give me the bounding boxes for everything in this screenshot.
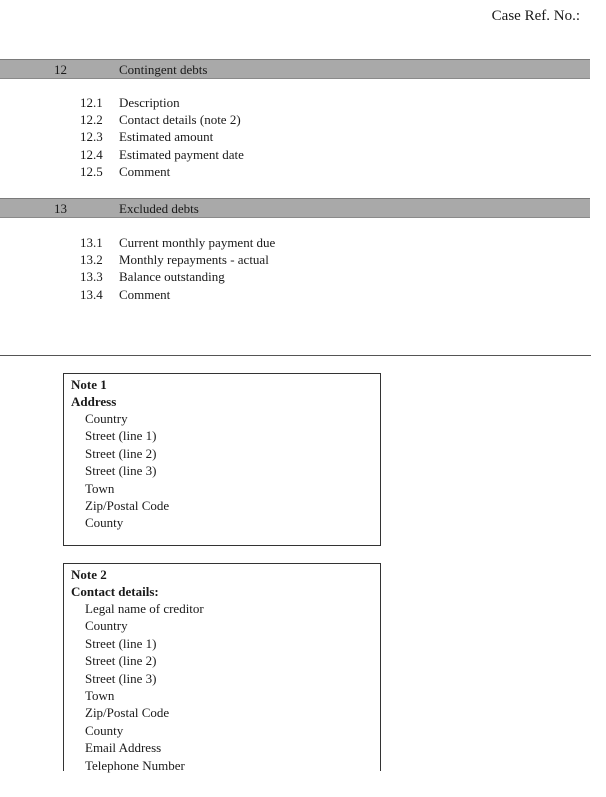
list-item xyxy=(80,94,244,111)
note-field: Email Address xyxy=(85,740,162,756)
note-field: Country xyxy=(85,618,128,634)
section-12-items xyxy=(80,94,244,180)
note-field: Telephone Number xyxy=(85,757,185,773)
section-number: 12 xyxy=(54,62,67,77)
item-label: Estimated amount xyxy=(119,129,214,145)
item-number: 13.3 xyxy=(80,269,103,285)
note-field: Country xyxy=(85,411,128,426)
list-item xyxy=(80,111,244,128)
note-field: Street (line 1) xyxy=(85,428,157,444)
note-field: Zip/Postal Code xyxy=(85,705,170,721)
item-label: Comment xyxy=(119,286,171,302)
note-field: Street (line 1) xyxy=(85,635,157,651)
note-field: County xyxy=(85,515,124,531)
item-number: 12.1 xyxy=(80,95,103,110)
note-title: Note 2 xyxy=(71,567,107,582)
item-number: 13.2 xyxy=(80,252,103,268)
item-label: Contact details (note 2) xyxy=(119,112,241,128)
item-number: 12.5 xyxy=(80,163,103,179)
item-label: Current monthly payment due xyxy=(119,235,276,250)
list-item xyxy=(80,234,275,251)
note-2-box xyxy=(63,563,381,771)
item-label: Balance outstanding xyxy=(119,269,225,285)
item-label: Estimated payment date xyxy=(119,146,244,162)
item-number: 12.3 xyxy=(80,129,103,145)
list-item xyxy=(80,128,244,145)
section-number: 13 xyxy=(54,201,67,216)
note-field: Legal name of creditor xyxy=(85,601,204,616)
note-1-box xyxy=(63,373,381,546)
section-divider xyxy=(0,355,591,356)
item-label: Description xyxy=(119,95,180,110)
item-label: Comment xyxy=(119,163,171,179)
note-field: Town xyxy=(85,687,115,703)
item-label: Monthly repayments - actual xyxy=(119,252,269,268)
item-number: 13.1 xyxy=(80,235,103,250)
list-item xyxy=(80,268,275,285)
note-field: Street (line 3) xyxy=(85,463,157,479)
note-subtitle: Address xyxy=(71,394,117,409)
note-title: Note 1 xyxy=(71,377,107,392)
list-item xyxy=(80,286,275,303)
list-item xyxy=(80,251,275,268)
section-title: Excluded debts xyxy=(119,201,199,216)
section-12-header xyxy=(0,59,590,79)
section-13-header xyxy=(0,198,590,218)
note-field: Street (line 2) xyxy=(85,653,157,669)
item-number: 12.4 xyxy=(80,146,103,162)
note-field: Street (line 2) xyxy=(85,445,157,461)
list-item xyxy=(80,146,244,163)
note-field: Street (line 3) xyxy=(85,670,157,686)
note-field: Zip/Postal Code xyxy=(85,497,170,513)
section-13-items xyxy=(80,234,275,303)
note-field: Town xyxy=(85,480,115,496)
list-item xyxy=(80,163,244,180)
note-subtitle: Contact details: xyxy=(71,584,159,599)
case-ref-label: Case Ref. No.: xyxy=(491,8,580,24)
item-number: 12.2 xyxy=(80,112,103,128)
section-title: Contingent debts xyxy=(119,62,208,77)
note-field: County xyxy=(85,722,124,738)
item-number: 13.4 xyxy=(80,286,103,302)
